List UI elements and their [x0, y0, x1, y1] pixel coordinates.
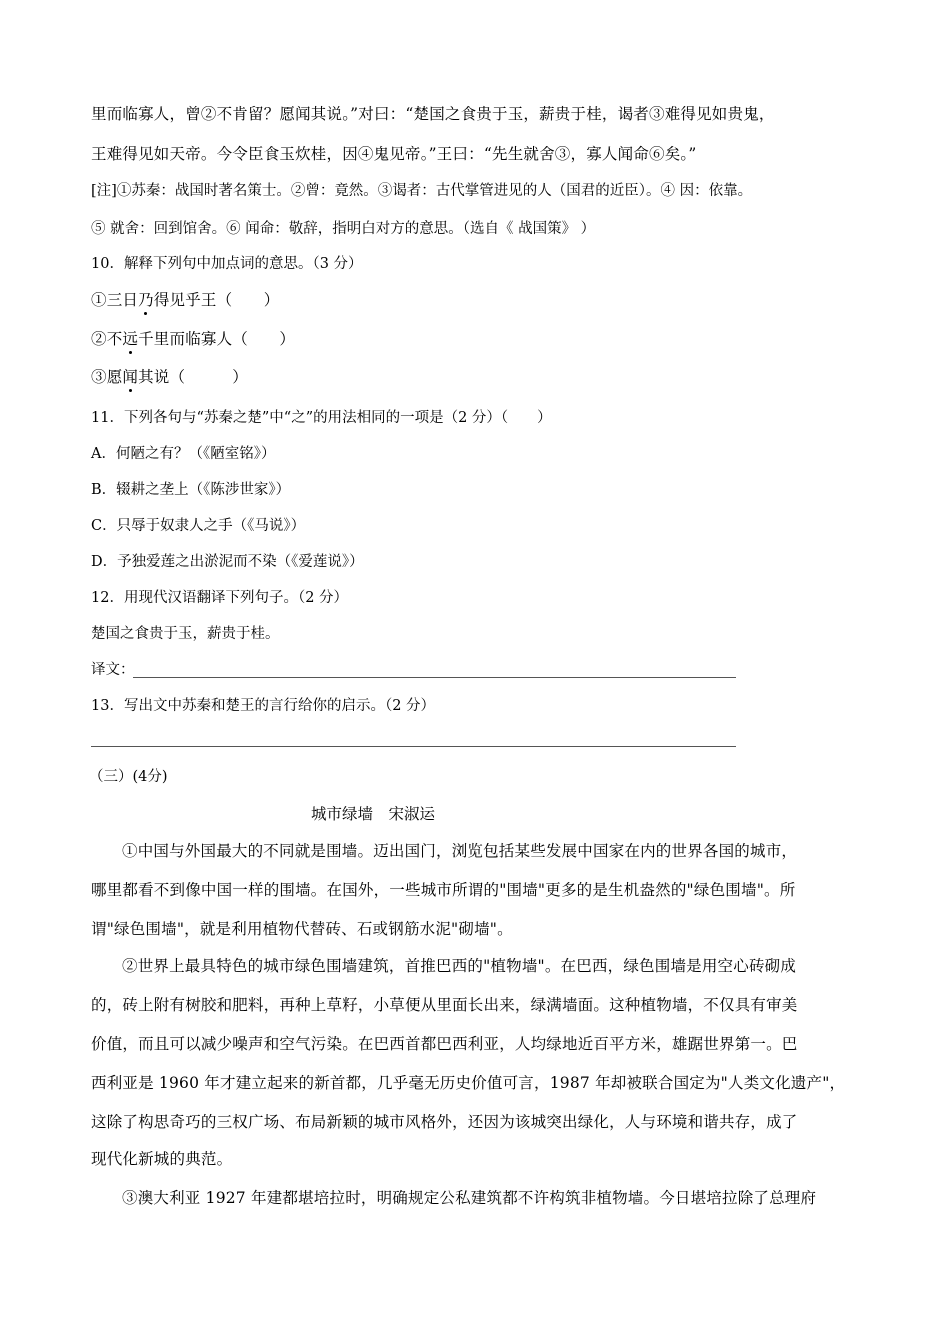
- item-text: ②不: [91, 330, 123, 348]
- question-11-stem: 11．下列各句与“苏秦之楚”中“之”的用法相同的一项是（2 分）（ ）: [91, 410, 552, 426]
- question-11-option-c: C．只辱于奴隶人之手（《马说》）: [91, 518, 306, 534]
- passage-line-1: 里而临寡人，曾②不肯留？愿闻其说。”对曰：“楚国之食贵于玉，薪贵于桂，谒者③难得见如贵鬼，: [91, 105, 775, 123]
- article-line: 哪里都看不到像中国一样的围墙。在国外，一些城市所谓的"围墙"更多的是生机盎然的"绿色围墙"。所: [91, 881, 796, 899]
- question-13-stem: 13．写出文中苏秦和楚王的言行给你的启示。（2 分）: [91, 698, 436, 714]
- answer-line[interactable]: [133, 677, 736, 678]
- article-line: 价值，而且可以减少噪声和空气污染。在巴西首都巴西利亚，人均绿地近百平方米，雄踞世界第一。巴: [91, 1035, 798, 1053]
- item-text: 得见乎王（ ）: [153, 291, 280, 309]
- dotted-word: 远: [122, 330, 139, 348]
- article-line: 现代化新城的典范。: [91, 1150, 233, 1168]
- item-text: 千里而临寡人（ ）: [138, 330, 296, 348]
- question-12-stem: 12．用现代汉语翻译下列句子。（2 分）: [91, 590, 349, 606]
- item-text: 其说（ ）: [138, 368, 249, 386]
- section-header: （三）(4分): [89, 769, 168, 785]
- dotted-word: 乃: [138, 291, 154, 309]
- article-line: ③澳大利亚 1927 年建都堪培拉时，明确规定公私建筑都不许构筑非植物墙。今日堪培拉除了总理府: [122, 1189, 817, 1207]
- answer-line[interactable]: [91, 746, 736, 747]
- article-line: 的，砖上附有树胶和肥料，再种上草籽，小草便从里面长出来，绿满墙面。这种植物墙，不仅具有审美: [91, 996, 798, 1014]
- article-line: ①中国与外国最大的不同就是围墙。迈出国门，浏览包括某些发展中国家在内的世界各国的城市，: [122, 842, 798, 860]
- question-10-stem: 10．解释下列句中加点词的意思。（3 分）: [91, 256, 363, 272]
- question-10-item-1: [91, 290, 279, 310]
- article-line: 西利亚是 1960 年才建立起来的新首都，几乎毫无历史价值可言，1987 年却被联合国定为"人类文化遗产"，: [91, 1074, 846, 1092]
- question-12-sentence: 楚国之食贵于玉，薪贵于桂。: [91, 626, 280, 642]
- question-10-item-2: [91, 329, 295, 349]
- article-line: 谓"绿色围墙"，就是利用植物代替砖、石或钢筋水泥"砌墙"。: [91, 920, 513, 938]
- question-12-answer-label: 译文：: [91, 662, 135, 678]
- article-line: 这除了构思奇巧的三权广场、布局新颖的城市风格外，还因为该城突出绿化，人与环境和谐共存，成了: [91, 1113, 798, 1131]
- question-10-item-3: [91, 367, 248, 387]
- annotation-line-2: ⑤ 就舍：回到馆舍。⑥ 闻命：敬辞，指明白对方的意思。（选自《 战国策》 ）: [91, 221, 596, 237]
- question-11-option-b: B．辍耕之垄上（《陈涉世家》）: [91, 482, 291, 498]
- question-11-option-d: D．予独爱莲之出淤泥而不染（《爱莲说》）: [91, 554, 364, 570]
- item-text: ③愿: [91, 368, 123, 386]
- question-11-option-a: A．何陋之有？（《陋室铭》）: [91, 446, 276, 462]
- passage-line-2: 王难得见如天帝。今令臣食玉炊桂，因④鬼见帝。”王曰：“先生就舍③，寡人闻命⑥矣。”: [91, 145, 697, 163]
- annotation-line-1: [注]①苏秦：战国时著名策士。②曾：竟然。③谒者：古代掌管进见的人（国君的近臣）。④ 因：依靠。: [91, 183, 753, 199]
- article-line: ②世界上最具特色的城市绿色围墙建筑，首推巴西的"植物墙"。在巴西，绿色围墙是用空心砖砌成: [122, 957, 797, 975]
- dotted-word: 闻: [122, 368, 139, 386]
- item-text: ①三日: [91, 291, 139, 309]
- article-title: 城市绿墙 宋淑运: [311, 805, 436, 823]
